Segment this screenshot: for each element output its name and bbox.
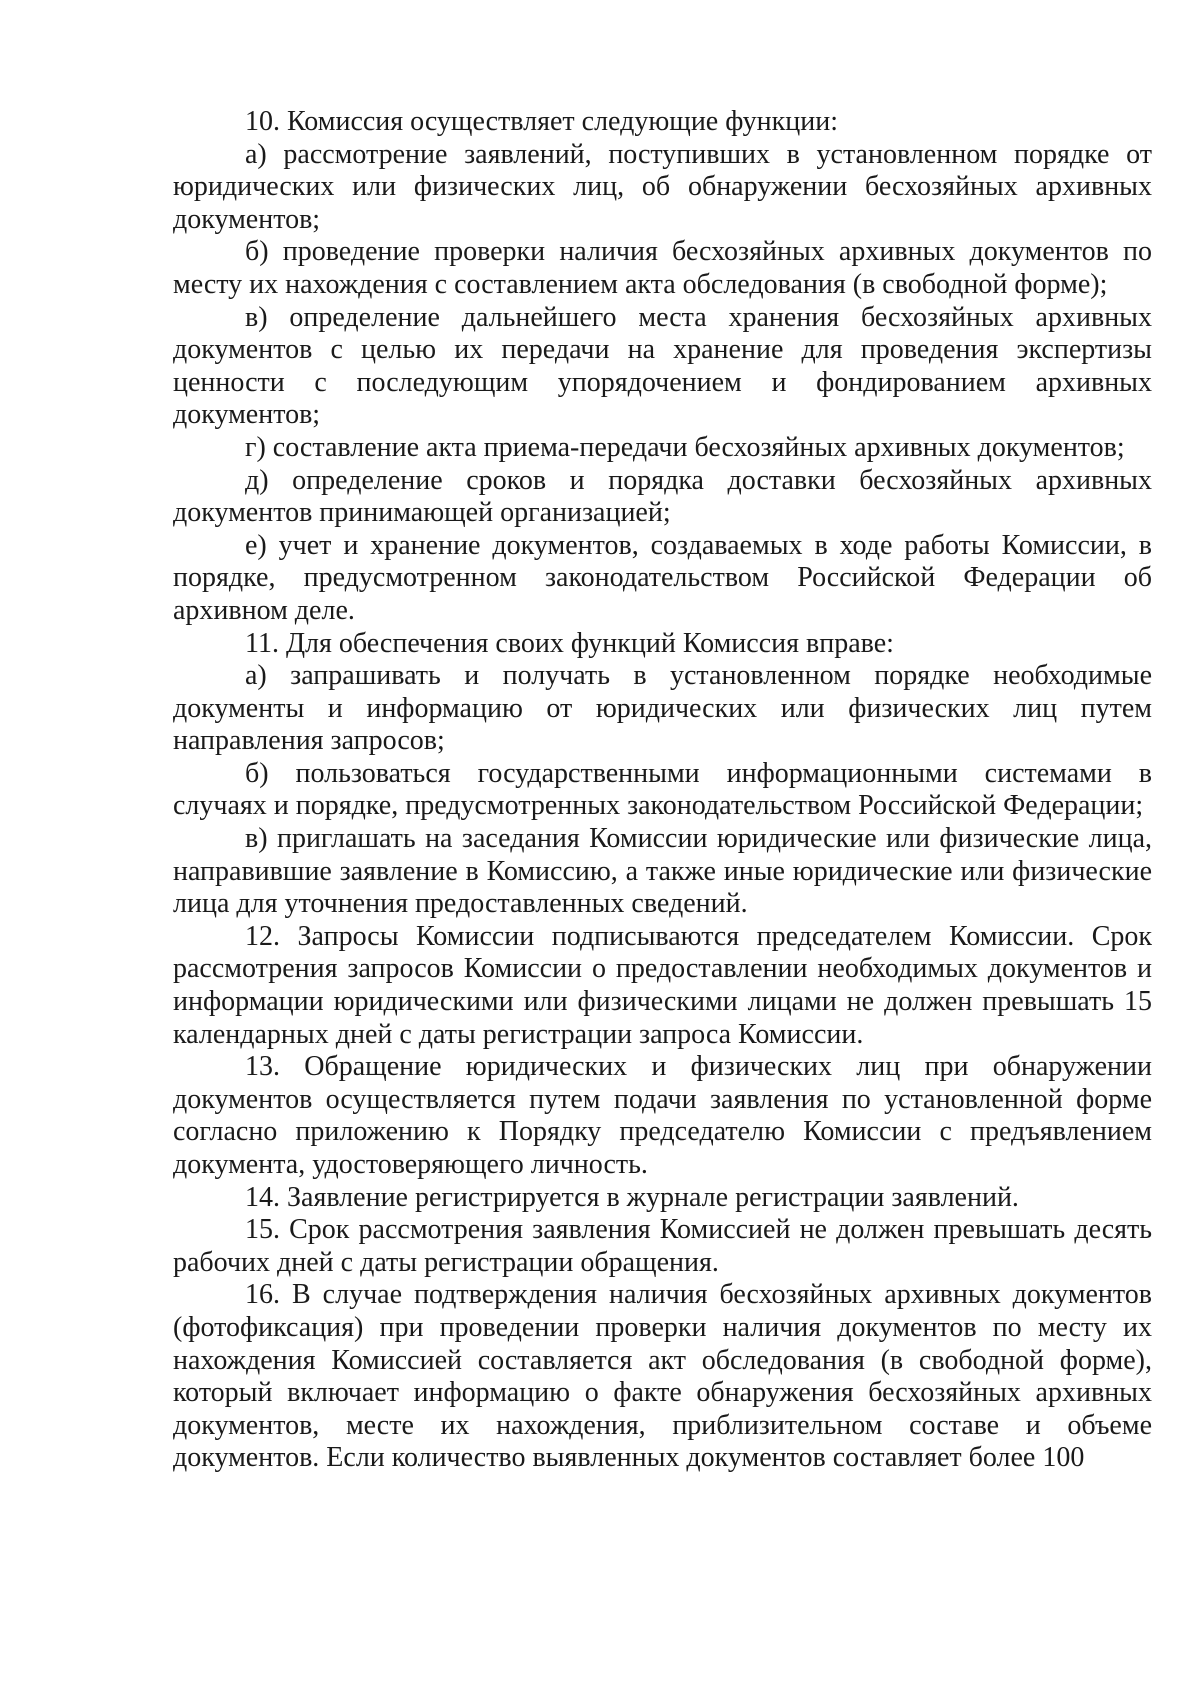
paragraph-11-v: в) приглашать на заседания Комиссии юридические или физические лица, направившие заявление в Комиссию, а также иные юридические или физические лица для уточнения предоставленных сведений. <box>173 823 1152 920</box>
paragraph-11: 11. Для обеспечения своих функций Комиссия вправе: <box>245 627 894 659</box>
paragraph-10-v: в) определение дальнейшего места хранения бесхозяйных архивных документов с целью их передачи на хранение для проведения экспертизы ценности с последующим упорядочением и фондированием архивных документов; <box>173 301 1152 431</box>
paragraph-10-a: а) рассмотрение заявлений, поступивших в установленном порядке от юридических или физических лиц, об обнаружении бесхозяйных архивных документов; <box>173 138 1152 235</box>
paragraph-10-b: б) проведение проверки наличия бесхозяйных архивных документов по месту их нахождения с составлением акта обследования (в свободной форме); <box>173 236 1152 300</box>
paragraph-13: 13. Обращение юридических и физических лиц при обнаружении документов осуществляется путем подачи заявления по установленной форме согласно приложению к Порядку председателю Комиссии с предъявлением документа, удостоверяющего личность. <box>173 1051 1152 1180</box>
paragraph-10-d: д) определение сроков и порядка доставки бесхозяйных архивных документов принимающей организацией; <box>173 464 1152 529</box>
paragraph-16: 16. В случае подтверждения наличия бесхозяйных архивных документов (фотофиксация) при проведении проверки наличия документов по месту их нахождения Комиссией составляется акт обследования (в свободной форме), который включает информацию о факте обнаружения бесхозяйных архивных документов, месте их нахождения, приблизительном составе и объеме документов. Если количество выявленных документов составляет более 100 <box>173 1279 1152 1474</box>
paragraph-11-a: а) запрашивать и получать в установленном порядке необходимые документы и информацию от юридических или физических лиц путем направления запросов; <box>173 660 1152 757</box>
paragraph-10-g: г) составление акта приема-передачи бесхозяйных архивных документов; <box>245 431 1125 463</box>
paragraph-10: 10. Комиссия осуществляет следующие функции: <box>245 106 839 137</box>
paragraph-14: 14. Заявление регистрируется в журнале регистрации заявлений. <box>245 1181 1019 1213</box>
paragraph-12: 12. Запросы Комиссии подписываются председателем Комиссии. Срок рассмотрения запросов Комиссии о предоставлении необходимых документов и информации юридическими или физическими лицами не должен превышать 15 календарных дней с даты регистрации запроса Комиссии. <box>173 920 1152 1050</box>
paragraph-10-e: е) учет и хранение документов, создаваемых в ходе работы Комиссии, в порядке, предусмотренном законодательством Российской Федерации об архивном деле. <box>173 529 1152 626</box>
paragraph-15: 15. Срок рассмотрения заявления Комиссией не должен превышать десять рабочих дней с даты регистрации обращения. <box>173 1214 1152 1278</box>
paragraph-11-b: б) пользоваться государственными информационными системами в случаях и порядке, предусмотренных законодательством Российской Федерации; <box>173 757 1152 822</box>
document-page <box>173 106 1152 1475</box>
